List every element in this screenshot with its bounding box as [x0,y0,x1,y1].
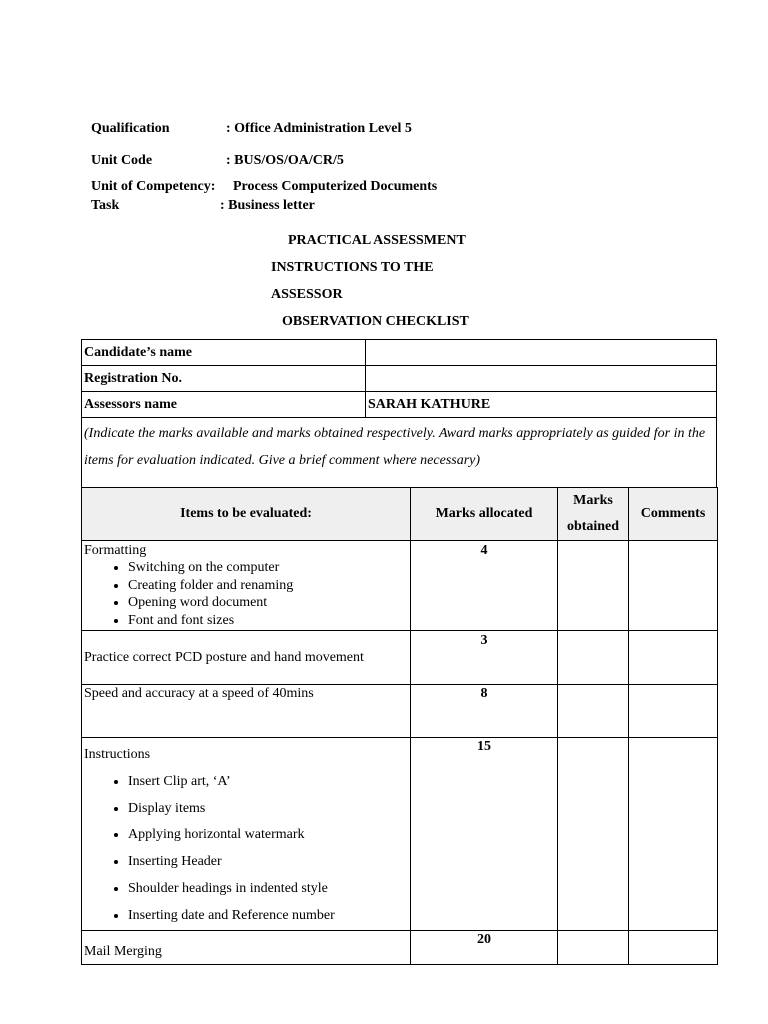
list-item: • Opening word document [128,594,408,612]
unit-code-label: Unit Code [91,153,153,168]
task-value: : Business letter [220,198,315,213]
assessor-name-label: Assessors name [82,392,366,418]
unit-code-value: : BUS/OS/OA/CR/5 [226,153,344,168]
instruction-note: (Indicate the marks available and marks obtained respectively. Award marks appropriately as guided for in the items for evaluation indicated. Give a brief comment where necessary) [82,418,717,491]
marks-obtained-header [558,488,629,541]
list-item: • Shoulder headings in indented style [128,876,408,903]
item-title: Practice correct PCD posture and hand movement [82,631,411,685]
marks-allocated-cell: 3 [411,631,558,685]
note-row [82,418,717,491]
marks-allocated-cell: 8 [411,685,558,738]
item-title: Formatting [84,543,147,558]
registration-label: Registration No. [82,366,366,392]
candidate-name-label: Candidate’s name [82,340,366,366]
marks-obtained-cell[interactable] [558,738,629,931]
instructions-title-line2: ASSESSOR [271,287,343,302]
item-title: Instructions [84,747,151,762]
candidate-info-table [81,339,717,491]
table-header-row [82,488,718,541]
comments-cell[interactable] [629,541,718,631]
marks-obtained-header-line2: obtained [566,519,620,534]
list-item: • Creating folder and renaming [128,577,408,595]
marks-allocated-cell: 15 [411,738,558,931]
task-label: Task [91,198,120,213]
table-row [82,930,718,964]
table-row [82,685,718,738]
assessor-name-value: SARAH KATHURE [366,392,717,418]
candidate-row [82,340,717,366]
evaluation-table [81,487,718,965]
table-row [82,738,718,931]
competency-value: Process Computerized Documents [233,179,438,194]
item-bullets [84,559,408,629]
list-item: • Applying horizontal watermark [128,822,408,849]
candidate-name-field[interactable] [366,340,717,366]
qualification-value: : Office Administration Level 5 [226,121,412,136]
comments-cell[interactable] [629,685,718,738]
list-item: • Insert Clip art, ‘A’ [128,769,408,796]
qualification-label: Qualification [91,121,170,136]
comments-cell[interactable] [629,738,718,931]
comments-header: Comments [629,488,718,541]
comments-cell[interactable] [629,631,718,685]
observation-checklist-title: OBSERVATION CHECKLIST [282,314,469,329]
marks-allocated-header: Marks allocated [411,488,558,541]
comments-cell[interactable] [629,930,718,964]
marks-obtained-cell[interactable] [558,541,629,631]
table-row [82,541,718,631]
registration-row [82,366,717,392]
marks-allocated-cell: 20 [411,930,558,964]
practical-assessment-title: PRACTICAL ASSESSMENT [288,233,466,248]
list-item: • Inserting date and Reference number [128,903,408,930]
marks-obtained-header-line1: Marks [573,493,613,508]
competency-label: Unit of Competency: [91,179,216,194]
item-title: Mail Merging [82,930,411,964]
item-cell [82,541,411,631]
registration-field[interactable] [366,366,717,392]
marks-obtained-cell[interactable] [558,685,629,738]
list-item: • Display items [128,796,408,823]
list-item: • Inserting Header [128,849,408,876]
marks-allocated-cell: 4 [411,541,558,631]
instructions-title-line1: INSTRUCTIONS TO THE [271,260,434,275]
items-header: Items to be evaluated: [82,488,411,541]
table-row [82,631,718,685]
marks-obtained-cell[interactable] [558,631,629,685]
marks-obtained-cell[interactable] [558,930,629,964]
item-bullets [84,769,408,930]
list-item: • Font and font sizes [128,612,408,630]
item-title: Speed and accuracy at a speed of 40mins [82,685,411,738]
list-item: • Switching on the computer [128,559,408,577]
assessor-row [82,392,717,418]
item-cell [82,738,411,931]
